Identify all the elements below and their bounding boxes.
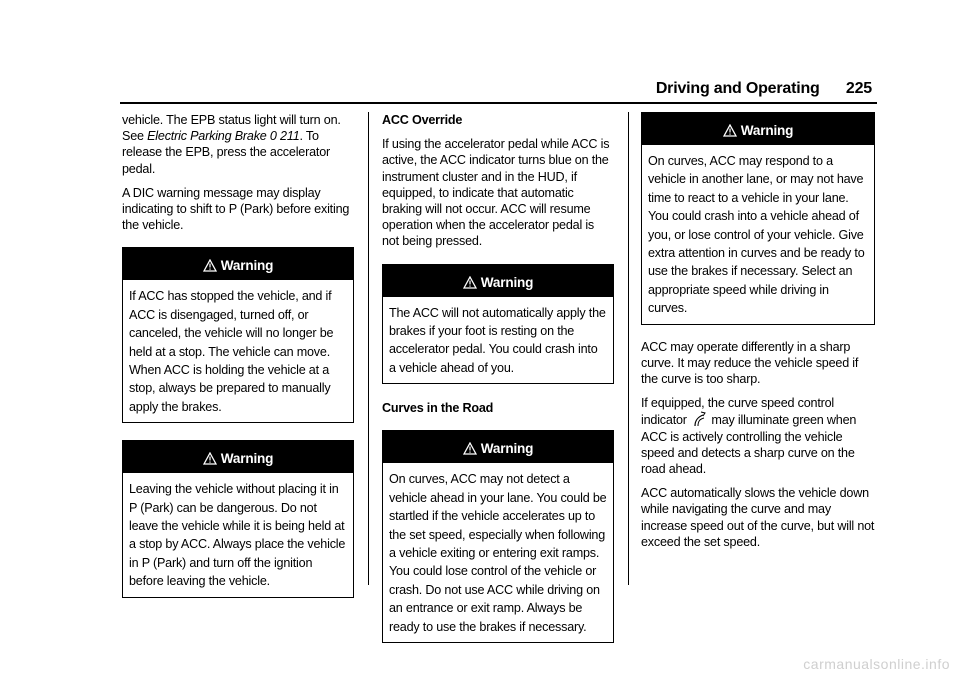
paragraph: If equipped, the curve speed control indicator may illuminate green when ACC is actively controlling the vehicle speed and detects a sharp curve on the road ahead. (641, 396, 857, 477)
section-heading: ACC Override (382, 113, 463, 127)
warning-header: Warning (123, 441, 353, 473)
warning-body: The ACC will not automatically apply the brakes if your foot is resting on the accelerator pedal. You could crash into a vehicle ahead of you. (389, 305, 606, 375)
warning-box (641, 112, 875, 325)
paragraph: ACC may operate differently in a sharp curve. It may reduce the vehicle speed if the curve is too sharp. (641, 339, 859, 387)
section-title: Driving and Operating (655, 80, 820, 97)
warning-box (122, 247, 354, 423)
warning-triangle-icon (463, 442, 477, 455)
warning-box (382, 264, 614, 385)
warning-triangle-icon (203, 259, 217, 272)
column-2 (382, 112, 614, 659)
page-header (656, 80, 872, 98)
page-number: 225 (845, 80, 872, 97)
warning-body: If ACC has stopped the vehicle, and if ACC is disengaged, turned off, or canceled, the vehicle will no longer be held at a stop. The vehicle can move. When ACC is holding the vehicle at a stop, always be prepared to manually apply the brakes. (129, 289, 334, 414)
warning-triangle-icon (463, 276, 477, 289)
column-divider (628, 112, 629, 585)
cross-reference-link[interactable]: Electric Parking Brake (147, 129, 267, 144)
warning-triangle-icon (723, 124, 737, 137)
header-rule (120, 102, 877, 104)
paragraph: A DIC warning message may display indicating to shift to P (Park) before exiting the vehicle. (122, 185, 350, 233)
warning-body: Leaving the vehicle without placing it in P (Park) can be dangerous. Do not leave the vehicle while it is being held at a stop by ACC. Always place the vehicle in P (Park) and turn off the ignition before leaving the vehicle. (129, 482, 346, 589)
column-1 (122, 112, 354, 614)
column-divider (368, 112, 369, 585)
warning-body: On curves, ACC may not detect a vehicle ahead in your lane. You could be startled if the vehicle accelerates up to the set speed, especially when following a vehicle exiting or entering exit ramps. You could lose control of the vehicle or crash. Do not use ACC while driving on an entrance or exit ramp. Always be ready to use the brakes if necessary. (389, 472, 607, 634)
warning-header: Warning (383, 265, 613, 297)
warning-body: On curves, ACC may respond to a vehicle in another lane, or may not have time to react to a vehicle in your lane. You could crash into a vehicle ahead of you, or lose control of your vehicle. Give extra attention in curves and be ready to use the brakes if necessary. Select an appropriate speed while driving in curves. (648, 154, 865, 316)
paragraph: ACC automatically slows the vehicle down while navigating the curve and may increase speed out of the curve, but will not exceed the set speed. (641, 486, 875, 549)
curve-speed-indicator-icon (692, 411, 706, 427)
page-ref[interactable]: 211 (280, 129, 300, 144)
warning-box (382, 430, 614, 643)
warning-header: Warning (383, 431, 613, 463)
column-3 (641, 112, 875, 558)
paragraph: vehicle. The EPB status light will turn on. See Electric Parking Brake 0 211. To release the EPB, press the accelerator pedal. (122, 113, 341, 176)
warning-header: Warning (123, 248, 353, 280)
page-ref-arrow: 0 (269, 129, 277, 144)
watermark: carmanualsonline.info (803, 656, 950, 672)
section-heading: Curves in the Road (382, 401, 494, 416)
paragraph: If using the accelerator pedal while ACC is active, the ACC indicator turns blue on the instrument cluster and in the HUD, if equipped, to indicate that automatic braking will not occur. ACC will resume operation when the accelerator pedal is not being pressed. (382, 137, 610, 249)
warning-header: Warning (642, 113, 874, 145)
warning-box (122, 440, 354, 597)
warning-triangle-icon (203, 452, 217, 465)
